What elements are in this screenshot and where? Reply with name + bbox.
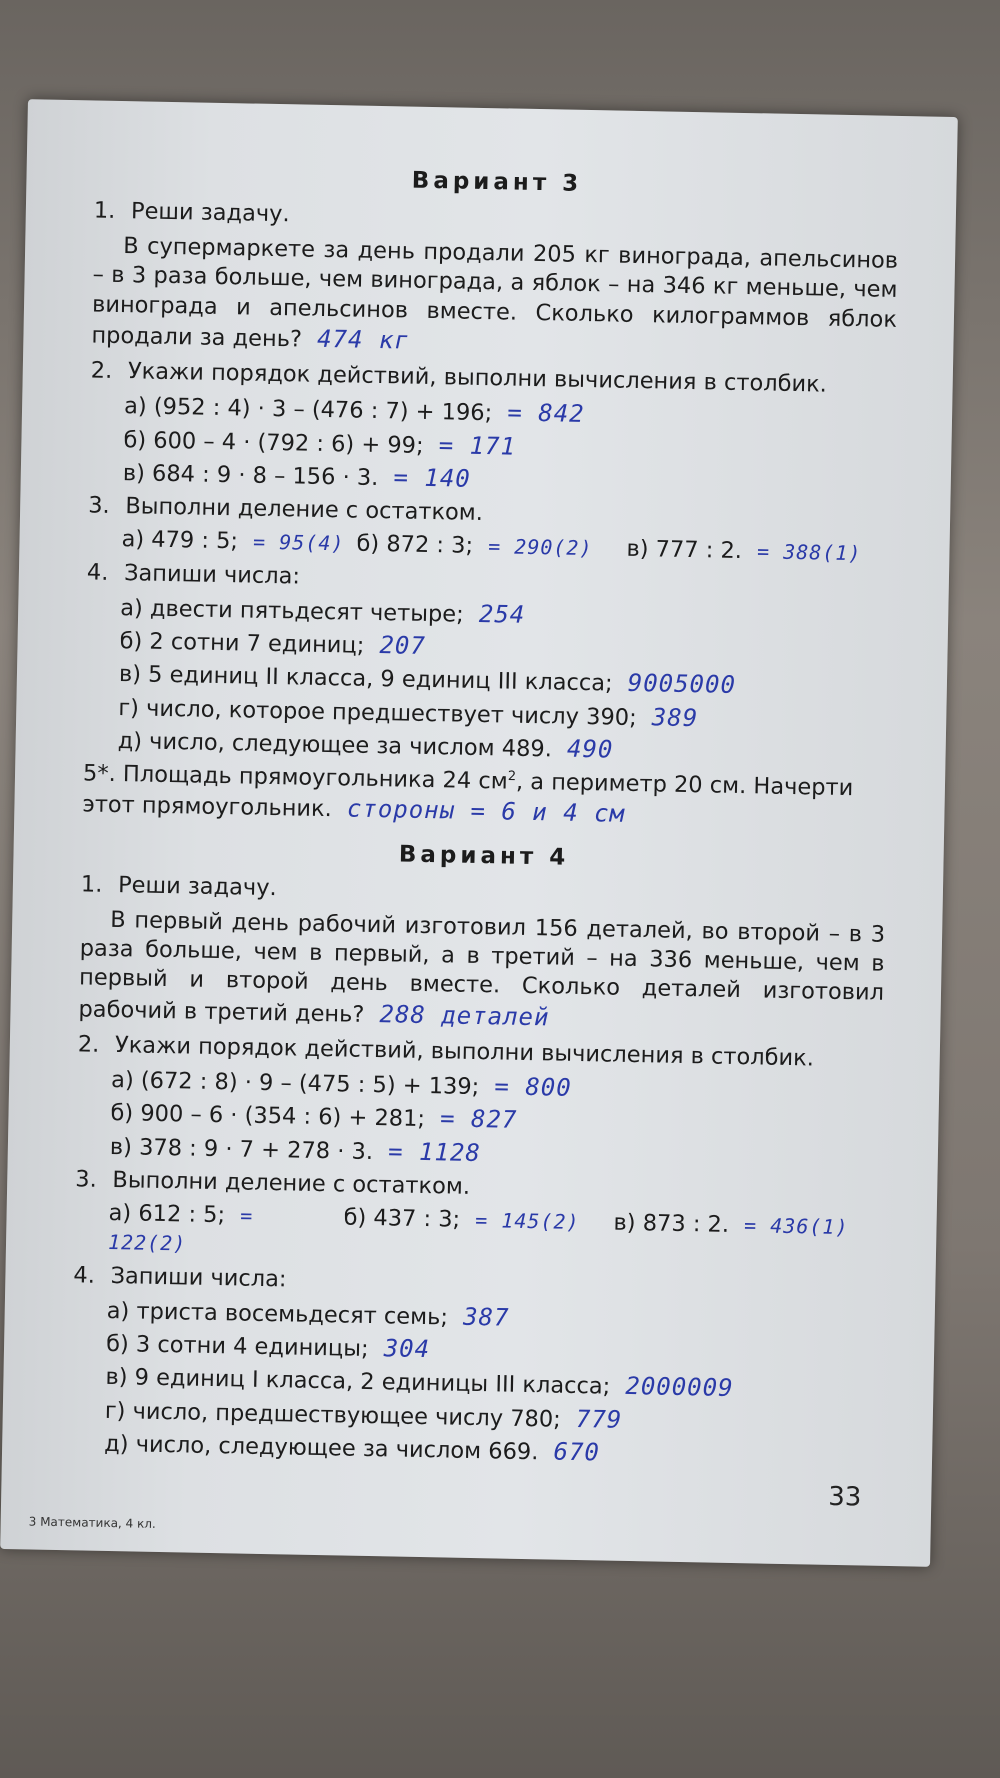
handwritten-answer: 670 bbox=[553, 1437, 601, 1467]
v4-task-3-a bbox=[108, 1199, 344, 1262]
v4-task-1-text bbox=[78, 905, 885, 1039]
expression: (672 : 8) · 9 – (475 : 5) + 139; bbox=[140, 1067, 480, 1101]
item-label: в) bbox=[613, 1209, 636, 1237]
task-title: Реши задачу. bbox=[130, 198, 290, 228]
handwritten-answer: = 1128 bbox=[387, 1136, 482, 1167]
item-text: число, которое предшествует числу 390; bbox=[145, 695, 637, 731]
item-label: в) bbox=[122, 459, 146, 487]
item-label: в) bbox=[118, 661, 142, 688]
handwritten-answer: 779 bbox=[575, 1404, 623, 1434]
item-text: число, предшествующее числу 780; bbox=[132, 1397, 562, 1433]
expression: 600 – 4 · (792 : 6) + 99; bbox=[153, 427, 424, 459]
handwritten-answer: = 145(2) bbox=[475, 1208, 580, 1235]
task-number: 4. bbox=[73, 1261, 96, 1289]
item-label: д) bbox=[103, 1430, 129, 1458]
item-label: а) bbox=[106, 1297, 130, 1325]
problem-text: В супермаркете за день продали 205 кг винограда, апельсинов – в 3 раза больше, чем винограда, а яблок – на 346 кг меньше, чем винограда и апельсинов вместе. Сколько килограммов яблок продали за день? bbox=[91, 233, 899, 353]
item-text: число, следующее за числом 669. bbox=[135, 1431, 539, 1466]
item-text: 3 сотни 4 единицы; bbox=[135, 1331, 369, 1363]
item-label: в) bbox=[105, 1364, 128, 1391]
expression: 900 – 6 · (354 : 6) + 281; bbox=[140, 1100, 426, 1133]
expression: 378 : 9 · 7 + 278 · 3. bbox=[138, 1134, 374, 1165]
handwritten-answer: 288 деталей bbox=[379, 999, 550, 1031]
item-label: б) bbox=[356, 530, 380, 558]
superscript: 2 bbox=[507, 769, 517, 785]
task-title: Запиши числа: bbox=[110, 1262, 287, 1292]
task-number: 2. bbox=[77, 1031, 100, 1058]
task-number: 2. bbox=[90, 357, 113, 385]
expression: 873 : 2. bbox=[642, 1210, 730, 1238]
task-number: 3. bbox=[75, 1166, 97, 1193]
item-label: б) bbox=[110, 1100, 134, 1127]
handwritten-answer: = 140 bbox=[393, 463, 472, 493]
task-text-b: , а периметр 20 см. Начерти этот прямоугольник. bbox=[82, 768, 854, 823]
item-text: двести пятьдесят четыре; bbox=[149, 595, 464, 628]
item-text: 5 единиц II класса, 9 единиц III класса; bbox=[147, 662, 613, 697]
handwritten-answer: 304 bbox=[383, 1334, 431, 1364]
item-label: г) bbox=[118, 694, 140, 722]
expression: 479 : 5; bbox=[151, 527, 239, 555]
item-label: в) bbox=[109, 1133, 133, 1160]
page-number: 33 bbox=[827, 1481, 862, 1513]
problem-text: В первый день рабочий изготовил 156 деталей, во второй – в 3 раза больше, чем в первый, а в третий – на 336 меньше, чем в первый и второй день вместе. Сколько деталей изготовил рабочий в третий день? bbox=[78, 906, 886, 1028]
handwritten-answer: = 800 bbox=[494, 1072, 572, 1102]
item-text: 9 единиц I класса, 2 единицы III класса; bbox=[134, 1364, 611, 1400]
v3-task-5 bbox=[82, 760, 888, 836]
variant-3-heading: Вариант 3 bbox=[411, 167, 583, 197]
task-number: 3. bbox=[87, 492, 110, 519]
handwritten-answer: = 827 bbox=[439, 1104, 518, 1135]
task-title: Выполни деление с остатком. bbox=[112, 1166, 471, 1200]
handwritten-answer: 387 bbox=[462, 1302, 510, 1332]
task-title: Реши задачу. bbox=[117, 871, 277, 901]
handwritten-answer: = 171 bbox=[438, 430, 517, 461]
item-label: б) bbox=[343, 1204, 367, 1231]
task-number: 1. bbox=[80, 870, 103, 898]
task-number: 1. bbox=[93, 197, 116, 224]
handwritten-answer: = 122(2) bbox=[107, 1203, 254, 1256]
task-number: 5*. bbox=[82, 760, 117, 788]
item-label: а) bbox=[120, 594, 144, 622]
expression: 872 : 3; bbox=[386, 531, 474, 560]
expression: 612 : 5; bbox=[138, 1200, 226, 1229]
handwritten-answer: 389 bbox=[651, 702, 699, 732]
item-label: д) bbox=[117, 727, 143, 755]
item-text: число, следующее за числом 489. bbox=[148, 728, 553, 763]
v3-task-3-c bbox=[626, 535, 862, 569]
task-title: Запиши числа: bbox=[123, 559, 301, 590]
handwritten-answer: = 290(2) bbox=[487, 534, 593, 561]
v3-task-1-text bbox=[91, 232, 898, 366]
task-number: 4. bbox=[86, 559, 109, 586]
v4-task-3-items bbox=[74, 1198, 880, 1272]
expression: 777 : 2. bbox=[655, 536, 743, 565]
item-label: а) bbox=[123, 393, 147, 420]
page-content bbox=[70, 157, 900, 1476]
handwritten-answer: = 95(4) bbox=[252, 530, 345, 556]
item-label: б) bbox=[105, 1330, 130, 1358]
item-label: б) bbox=[119, 628, 143, 655]
handwritten-answer: = 436(1) bbox=[743, 1213, 849, 1240]
expression: 437 : 3; bbox=[373, 1205, 461, 1233]
item-label: в) bbox=[626, 536, 649, 563]
handwritten-answer: 9005000 bbox=[627, 669, 737, 700]
item-label: г) bbox=[104, 1397, 126, 1424]
expression: 684 : 9 · 8 – 156 · 3. bbox=[151, 460, 379, 491]
workbook-page bbox=[0, 99, 958, 1567]
handwritten-answer: = 388(1) bbox=[756, 539, 862, 566]
handwritten-answer: 2000009 bbox=[625, 1372, 734, 1403]
v4-task-3-c bbox=[613, 1209, 849, 1272]
v3-task-3-b bbox=[356, 530, 627, 564]
item-label: а) bbox=[110, 1067, 135, 1094]
task-title: Укажи порядок действий, выполни вычисления в столбик. bbox=[127, 358, 828, 398]
item-text: триста восемьдесят семь; bbox=[136, 1298, 449, 1331]
handwritten-answer: = 842 bbox=[507, 398, 585, 429]
task-title: Укажи порядок действий, выполни вычисления в столбик. bbox=[114, 1031, 815, 1072]
handwritten-answer: 490 bbox=[566, 734, 614, 764]
task-text-a: Площадь прямоугольника 24 см bbox=[122, 761, 508, 795]
footer-text: 3 Математика, 4 кл. bbox=[28, 1514, 156, 1531]
task-title: Выполни деление с остатком. bbox=[125, 493, 484, 527]
v3-task-3-a bbox=[121, 525, 357, 559]
item-label: б) bbox=[123, 426, 147, 454]
v4-task-3-b bbox=[343, 1204, 614, 1268]
handwritten-answer: стороны = 6 и 4 см bbox=[346, 794, 626, 829]
handwritten-answer: 207 bbox=[379, 631, 427, 661]
handwritten-answer: 254 bbox=[478, 599, 526, 629]
item-label: а) bbox=[108, 1199, 132, 1227]
variant-4-heading: Вариант 4 bbox=[398, 841, 570, 871]
item-text: 2 сотни 7 единиц; bbox=[149, 628, 365, 659]
item-label: а) bbox=[121, 526, 145, 553]
expression: (952 : 4) · 3 – (476 : 7) + 196; bbox=[153, 394, 493, 427]
handwritten-answer: 474 кг bbox=[316, 324, 411, 355]
